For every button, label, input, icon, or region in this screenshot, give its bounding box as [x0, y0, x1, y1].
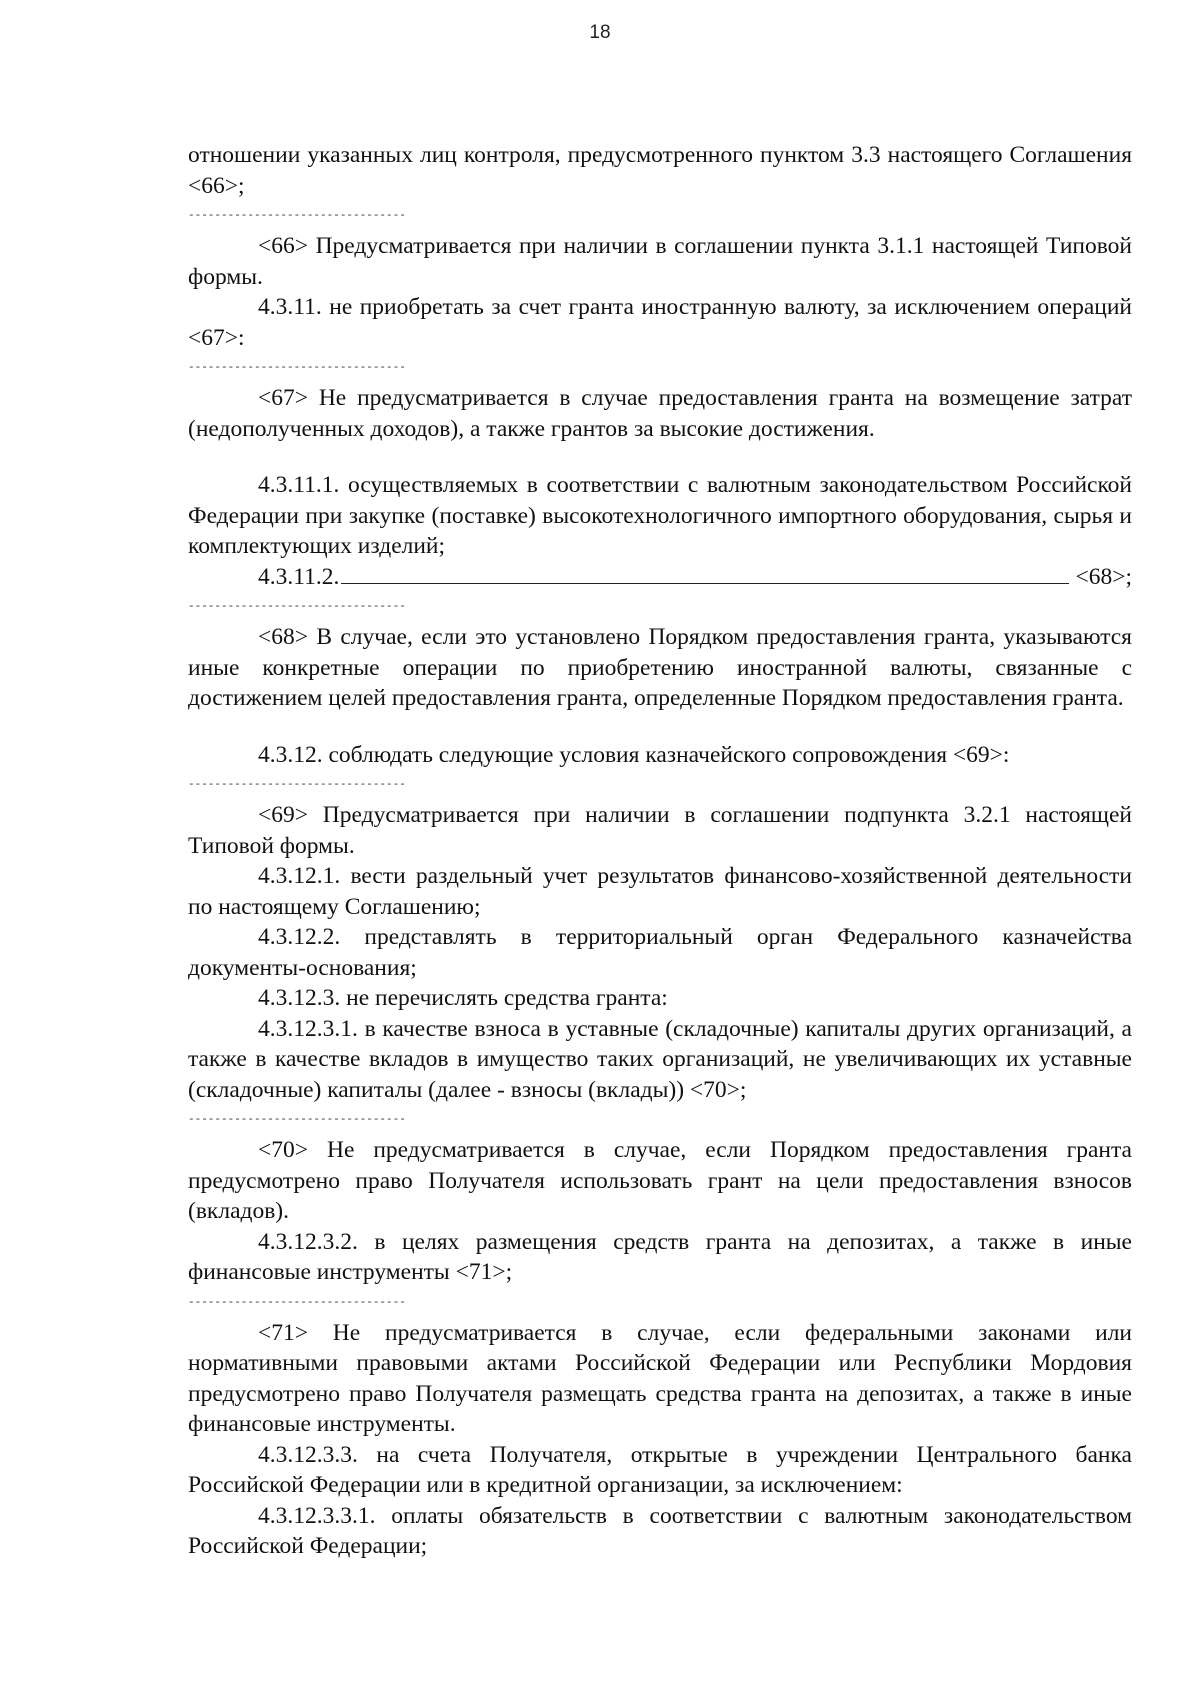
clause-number: 4.3.11.2.	[258, 563, 340, 590]
clause-4-3-11: 4.3.11. не приобретать за счет гранта иностранную валюту, за исключением операций <67>:	[188, 294, 1132, 351]
clause-4-3-12-3-2: 4.3.12.3.2. в целях размещения средств гранта на депозитах, а также в иные финансовые инструменты <71>;	[188, 1228, 1132, 1285]
page-number: 18	[589, 22, 611, 43]
blank-line	[188, 444, 1132, 470]
footnote-66: <66> Предусматривается при наличии в соглашении пункта 3.1.1 настоящей Типовой формы.	[188, 233, 1132, 290]
paragraph-continuation: отношении указанных лиц контроля, предусмотренного пунктом 3.3 настоящего Соглашения <66>;	[188, 142, 1132, 199]
clause-4-3-11-1: 4.3.11.1. осуществляемых в соответствии с валютным законодательством Российской Федерации при закупке (поставке) высокотехнологичного импортного оборудования, сырья и комплектующих изделий;	[188, 472, 1132, 559]
footnote-separator: ---------------------------------	[188, 779, 406, 791]
clause-4-3-12-3-1: 4.3.12.3.1. в качестве взноса в уставные (складочные) капиталы других организаций, а также в качестве вкладов в имущество таких организаций, не увеличивающих их уставные (складочные) капиталы (далее - взносы (вклады)) <70>;	[188, 1015, 1132, 1103]
clause-4-3-12-3: 4.3.12.3. не перечислять средства гранта:	[258, 985, 668, 1011]
footnote-68: <68> В случае, если это установлено Порядком предоставления гранта, указываются иные конкретные операции по приобретению иностранной валюты, связанные с достижением целей предоставления гранта, определенные Порядком предоставления гранта.	[188, 624, 1132, 711]
footnote-71: <71> Не предусматривается в случае, если федеральными законами или нормативными правовыми актами Российской Федерации или Республики Мордовия предусмотрено право Получателя размещать средства гранта на депозитах, а также в иные финансовые инструменты.	[188, 1319, 1132, 1437]
clause-4-3-12-3-3-1: 4.3.12.3.3.1. оплаты обязательств в соответствии с валютным законодательством Российской Федерации;	[188, 1502, 1132, 1559]
blank-fill-line	[341, 563, 1069, 584]
clause-4-3-12-2: 4.3.12.2. представлять в территориальный орган Федерального казначейства документы-основания;	[188, 924, 1132, 981]
clause-4-3-12-1: 4.3.12.1. вести раздельный учет результатов финансово-хозяйственной деятельности по настоящему Соглашению;	[188, 863, 1132, 920]
clause-4-3-11-2	[188, 562, 1132, 593]
clause-4-3-12-3-3: 4.3.12.3.3. на счета Получателя, открытые в учреждении Центрального банка Российской Федерации или в кредитной организации, за исключением:	[188, 1441, 1132, 1498]
footnote-reference: <68>;	[1075, 563, 1132, 590]
footnote-70: <70> Не предусматривается в случае, если Порядком предоставления гранта предусмотрено право Получателя использовать грант на цели предоставления взносов (вкладов).	[188, 1137, 1132, 1224]
document-body	[188, 140, 1132, 1562]
footnote-separator: ---------------------------------	[188, 1296, 406, 1309]
footnote-separator: ---------------------------------	[188, 1114, 406, 1126]
footnote-separator: ---------------------------------	[188, 362, 406, 374]
blank-line	[188, 714, 1132, 740]
footnote-separator: ---------------------------------	[188, 210, 406, 222]
footnote-69: <69> Предусматривается при наличии в соглашении подпункта 3.2.1 настоящей Типовой формы.	[188, 802, 1132, 859]
footnote-67: <67> Не предусматривается в случае предоставления гранта на возмещение затрат (недополученных доходов), а также грантов за высокие достижения.	[188, 385, 1132, 442]
clause-4-3-12: 4.3.12. соблюдать следующие условия казначейского сопровождения <69>:	[258, 741, 1010, 768]
footnote-separator: ---------------------------------	[188, 601, 406, 613]
